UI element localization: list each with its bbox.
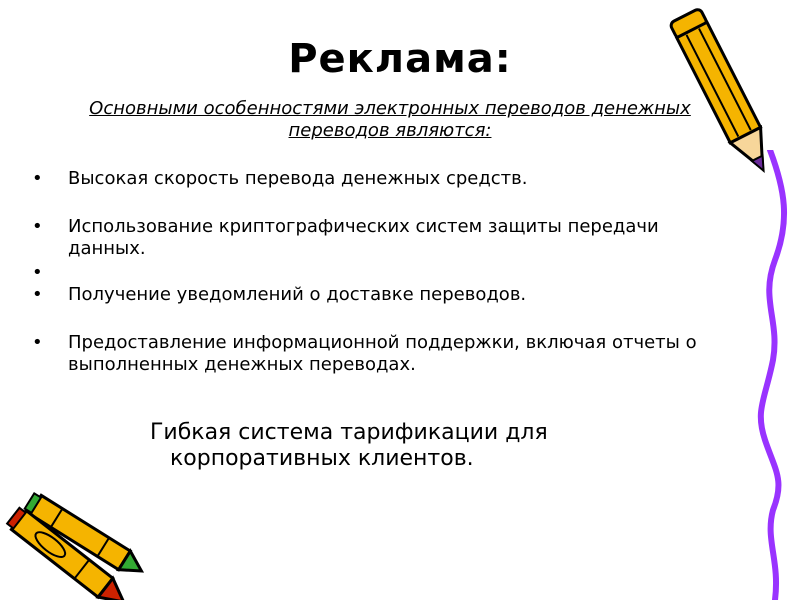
bullet-item: • Получение уведомлений о доставке переводов. <box>32 284 712 306</box>
curly-line-icon <box>745 150 800 600</box>
bullet-list <box>32 168 712 376</box>
crayons-icon <box>0 480 170 600</box>
closing-line-1: Гибкая система тарификации для <box>150 420 548 445</box>
closing-statement <box>150 420 620 472</box>
slide-title: Реклама: <box>288 36 512 82</box>
bullet-item: • Высокая скорость перевода денежных средств. <box>32 168 712 190</box>
closing-line-2: корпоративных клиентов. <box>170 446 474 471</box>
slide-subtitle: Основными особенностями электронных переводов денежных переводов являются: <box>89 98 691 141</box>
bullet-item: • Предоставление информационной поддержки, включая отчеты о выполненных денежных переводах. <box>32 332 712 376</box>
bullet-item: • Использование криптографических систем защиты передачи данных. <box>32 216 712 260</box>
bullet-item <box>32 262 712 284</box>
